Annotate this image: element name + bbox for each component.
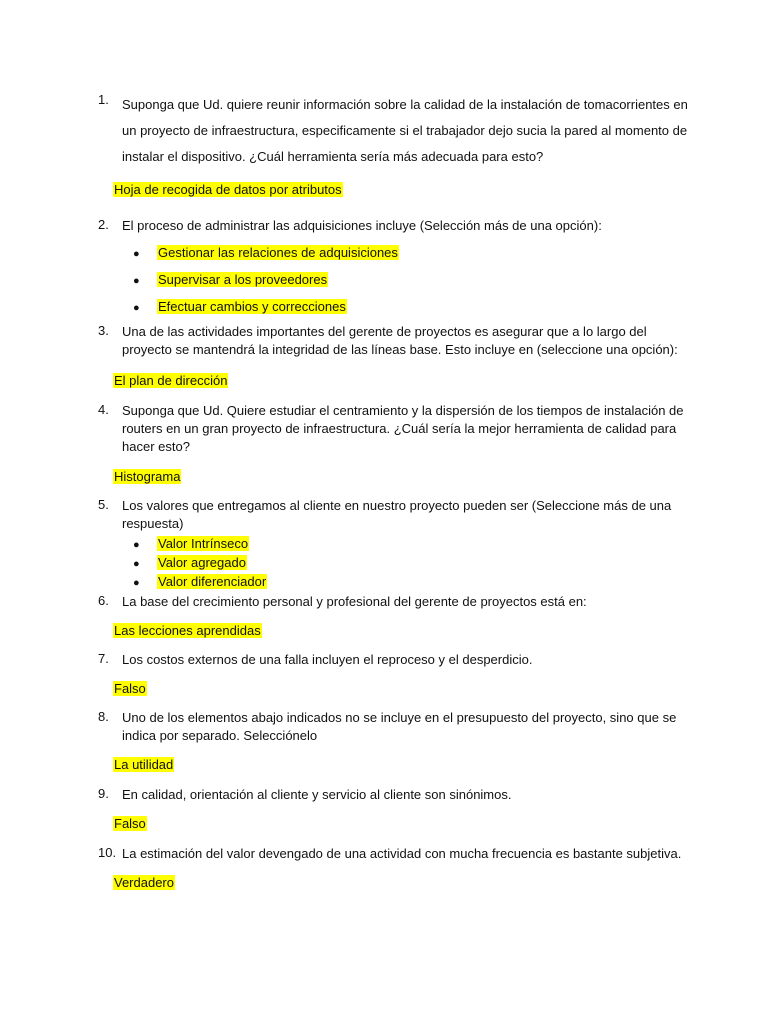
question-8 bbox=[98, 709, 688, 745]
answer-7 bbox=[113, 680, 147, 698]
answer-highlight: Falso bbox=[114, 681, 146, 696]
question-text: El proceso de administrar las adquisiciones incluye (Selección más de una opción): bbox=[122, 218, 602, 233]
answer-highlight: Falso bbox=[114, 816, 146, 831]
option-text: Valor Intrínseco bbox=[158, 536, 249, 551]
question-text: Uno de los elementos abajo indicados no se incluye en el presupuesto del proyecto, sino que se indica por separado. Selecciónelo bbox=[122, 710, 677, 743]
question-3 bbox=[98, 323, 688, 359]
question-number: 10. bbox=[98, 845, 117, 860]
question-number: 1. bbox=[98, 92, 109, 107]
option-text: Gestionar las relaciones de adquisiciones bbox=[158, 245, 398, 260]
option-item bbox=[133, 271, 328, 290]
question-number: 7. bbox=[98, 651, 109, 666]
option-text: Valor diferenciador bbox=[158, 574, 267, 589]
bullet-icon: ● bbox=[133, 275, 140, 287]
option-item bbox=[133, 554, 247, 573]
option-item bbox=[133, 298, 347, 317]
question-4 bbox=[98, 402, 688, 456]
bullet-icon: ● bbox=[133, 558, 140, 570]
option-item bbox=[133, 244, 399, 263]
answer-9 bbox=[113, 815, 147, 833]
question-text: Los valores que entregamos al cliente en nuestro proyecto pueden ser (Seleccione más de una respuesta) bbox=[122, 498, 672, 531]
option-item bbox=[133, 535, 249, 554]
question-number: 6. bbox=[98, 593, 109, 608]
question-text: La estimación del valor devengado de una actividad con mucha frecuencia es bastante subjetiva. bbox=[122, 846, 682, 861]
question-number: 2. bbox=[98, 217, 109, 232]
question-text: La base del crecimiento personal y profesional del gerente de proyectos está en: bbox=[122, 594, 587, 609]
bullet-icon: ● bbox=[133, 577, 140, 589]
answer-4 bbox=[113, 468, 181, 486]
answer-3 bbox=[113, 372, 228, 390]
answer-highlight: Histograma bbox=[114, 469, 181, 484]
answer-1 bbox=[113, 181, 343, 199]
bullet-icon: ● bbox=[133, 539, 140, 551]
question-text: Suponga que Ud. quiere reunir información sobre la calidad de la instalación de tomacorrientes en un proyecto de infraestructura, especificamente si el trabajador dejo sucia la pared al momento de instalar el dispositivo. ¿Cuál herramienta sería más adecuada para esto? bbox=[122, 97, 688, 164]
answer-10 bbox=[113, 874, 175, 892]
question-1 bbox=[98, 92, 688, 170]
answer-highlight: El plan de dirección bbox=[114, 373, 228, 388]
question-number: 3. bbox=[98, 323, 109, 338]
question-6 bbox=[98, 593, 688, 611]
question-number: 5. bbox=[98, 497, 109, 512]
answer-6 bbox=[113, 622, 262, 640]
question-number: 4. bbox=[98, 402, 109, 417]
option-text: Valor agregado bbox=[158, 555, 246, 570]
question-text: En calidad, orientación al cliente y servicio al cliente son sinónimos. bbox=[122, 787, 512, 802]
answer-highlight: Las lecciones aprendidas bbox=[114, 623, 261, 638]
option-text: Efectuar cambios y correcciones bbox=[158, 299, 346, 314]
answer-highlight: Hoja de recogida de datos por atributos bbox=[114, 182, 342, 197]
option-text: Supervisar a los proveedores bbox=[158, 272, 328, 287]
answer-highlight: La utilidad bbox=[114, 757, 174, 772]
answer-8 bbox=[113, 756, 174, 774]
option-item bbox=[133, 573, 267, 592]
question-text: Los costos externos de una falla incluyen el reproceso y el desperdicio. bbox=[122, 652, 533, 667]
question-5 bbox=[98, 497, 688, 533]
question-10 bbox=[98, 845, 688, 863]
bullet-icon: ● bbox=[133, 302, 140, 314]
question-text: Suponga que Ud. Quiere estudiar el centramiento y la dispersión de los tiempos de instalación de routers en un gran proyecto de infraestructura. ¿Cuál sería la mejor herramienta de calidad para hacer esto? bbox=[122, 403, 684, 454]
question-9 bbox=[98, 786, 688, 804]
question-7 bbox=[98, 651, 688, 669]
question-number: 9. bbox=[98, 786, 109, 801]
answer-highlight: Verdadero bbox=[114, 875, 174, 890]
question-number: 8. bbox=[98, 709, 109, 724]
question-text: Una de las actividades importantes del gerente de proyectos es asegurar que a lo largo del proyecto se mantendrá la integridad de las líneas base. Esto incluye en (seleccione una opción): bbox=[122, 324, 678, 357]
question-2 bbox=[98, 217, 688, 235]
bullet-icon: ● bbox=[133, 248, 140, 260]
